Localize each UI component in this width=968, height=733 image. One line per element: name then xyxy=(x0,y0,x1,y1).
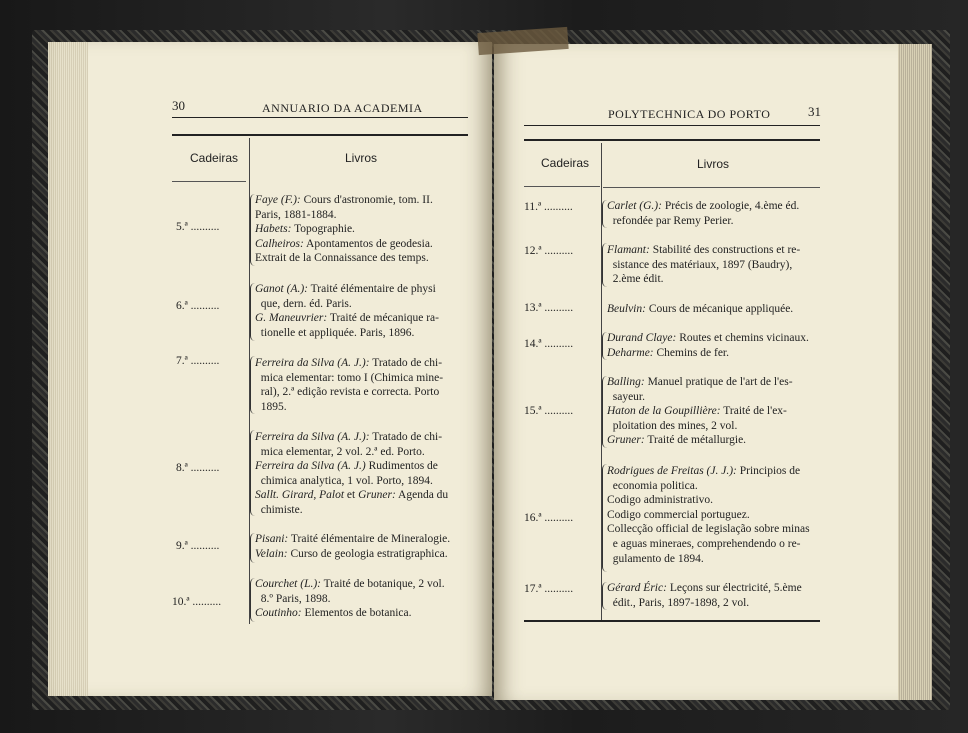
right-row-15-number: 15.ª .......... xyxy=(524,405,574,417)
right-running-header: POLYTECHNICA DO PORTO xyxy=(608,107,771,121)
right-header-rule xyxy=(524,125,820,126)
right-row-13-number: 13.ª .......... xyxy=(524,302,574,314)
right-row-17-entry: Gérard Éric: Leçons sur électricité, 5.ème édit., Paris, 1897-1898, 2 vol. xyxy=(607,582,802,609)
left-row-9-entry: Pisani: Traité élémentaire de Mineralogie. Velain: Curso de geologia estratigraphica. xyxy=(255,533,451,560)
left-row-5-entry: Faye (F.): Cours d'astronomie, tom. II. Paris, 1881-1884. Habets: Topographie. Calheiros: Apontamentos de geodesia. Extrait de la Connaissance des temps. xyxy=(255,194,433,265)
right-col-chairs: Cadeiras xyxy=(541,156,590,170)
right-row-17-number: 17.ª .......... xyxy=(524,583,574,595)
left-row-6-number: 6.ª .......... xyxy=(176,300,220,312)
right-row-11-number: 11.ª .......... xyxy=(524,201,573,213)
right-col-books: Livros xyxy=(697,157,730,171)
right-row-12-number: 12.ª .......... xyxy=(524,245,574,257)
left-row-9-number: 9.ª .......... xyxy=(176,540,220,552)
left-row-10-number: 10.ª .......... xyxy=(172,596,222,608)
right-head-rule-a xyxy=(524,186,600,187)
right-row-14-number: 14.ª .......... xyxy=(524,338,574,350)
left-page-number: 30 xyxy=(172,98,185,113)
right-row-12-entry: Flamant: Stabilité des constructions et re- sistance des matériaux, 1897 (Baudry), 2.ème édit. xyxy=(607,244,801,286)
left-col-chairs: Cadeiras xyxy=(190,151,239,165)
right-page-edges xyxy=(898,44,932,700)
left-row-10-entry: Courchet (L.): Traité de botanique, 2 vol. 8.º Paris, 1898. Coutinho: Elementos de botanica. xyxy=(255,578,445,620)
left-row-7-number: 7.ª .......... xyxy=(176,355,220,367)
left-head-rule xyxy=(172,181,246,182)
right-row-13-entry: Beulvin: Cours de mécanique appliquée. xyxy=(607,303,794,315)
left-col-books: Livros xyxy=(345,151,378,165)
right-row-16-number: 16.ª .......... xyxy=(524,512,574,524)
left-row-6-entry: Ganot (A.): Traité élémentaire de physi que, dern. éd. Paris. G. Maneuvrier: Traité de mécanique ra- tionelle et appliquée. Paris, 1896. xyxy=(255,283,439,339)
left-table-top-rule xyxy=(172,134,468,136)
right-table-top-rule xyxy=(524,139,820,141)
right-page-number: 31 xyxy=(808,104,821,119)
right-head-rule-b xyxy=(603,187,820,188)
left-row-8-number: 8.ª .......... xyxy=(176,462,220,474)
left-row-5-number: 5.ª .......... xyxy=(176,221,220,233)
right-table-bottom-rule xyxy=(524,620,820,622)
left-row-8-entry: Ferreira da Silva (A. J.): Tratado de chi- mica elementar, 2 vol. 2.ª ed. Porto. Ferreira da Silva (A. J.) Rudimentos de chimica analytica, 1 vol. Porto, 1894. Sallt. Girard, Palot et Gruner: Agenda du chimiste. xyxy=(255,431,449,516)
left-page-edges xyxy=(48,42,88,696)
left-header-rule xyxy=(172,117,468,118)
right-row-14-entry: Durand Claye: Routes et chemins vicinaux. Deharme: Chemins de fer. xyxy=(607,332,809,359)
right-row-16-entry: Rodrigues de Freitas (J. J.): Principios de economia politica. Codigo administrativo. Codigo commercial portuguez. Collecção official de legislação sobre minas e aguas mineraes, comprehendendo o re- gulamento de 1894. xyxy=(607,465,810,565)
left-running-header: ANNUARIO DA ACADEMIA xyxy=(262,101,423,115)
right-row-11-entry: Carlet (G.): Précis de zoologie, 4.ème éd. refondée par Remy Perier. xyxy=(607,200,800,227)
left-row-7-entry: Ferreira da Silva (A. J.): Tratado de chi- mica elementar: tomo I (Chimica mine- ral), 2.ª edição revista e correcta. Porto 1895. xyxy=(255,357,444,413)
right-row-15-entry: Balling: Manuel pratique de l'art de l'es- sayeur. Haton de la Goupillière: Traité de l'ex- ploitation des mines, 2 vol. Gruner: Traité de métallurgie. xyxy=(607,376,793,447)
